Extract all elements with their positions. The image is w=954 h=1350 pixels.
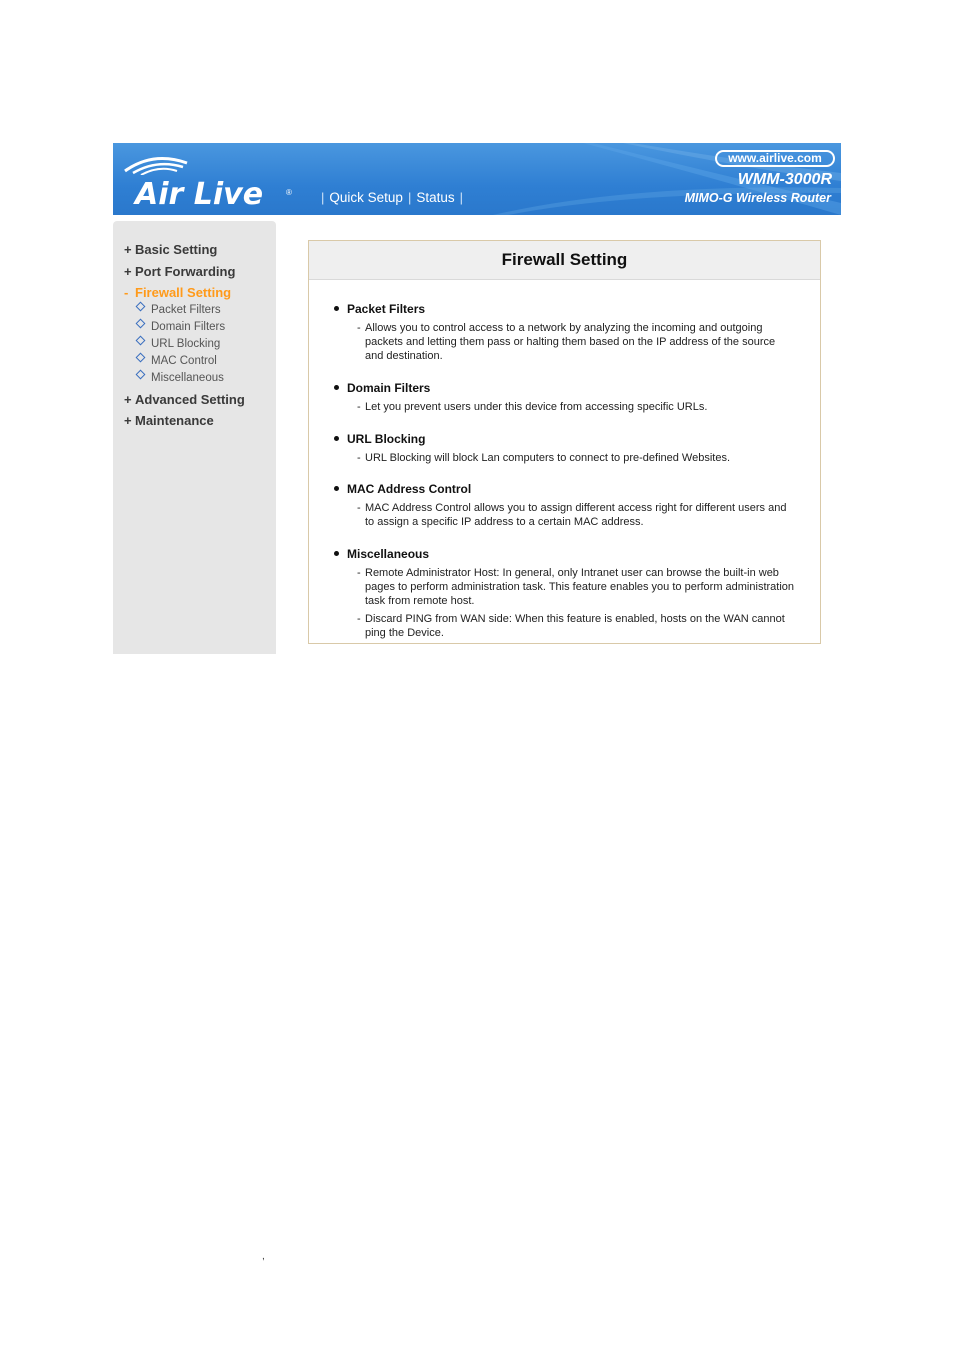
sidebar-menu [124,241,245,434]
bullet-icon [334,551,339,556]
expand-icon: + [124,413,132,428]
submenu-item-url-blocking[interactable] [136,336,245,353]
description-text: URL Blocking will block Lan computers to connect to pre-defined Websites. [365,452,731,464]
description-text: MAC Address Control allows you to assign different access right for different users and to assign a specific IP address to a certain MAC address. [365,502,787,528]
nav-separator: | [407,190,412,205]
dash-marker: - [357,452,361,464]
diamond-icon [136,335,146,345]
section-domain-filters [347,381,795,414]
section-description [357,400,795,414]
airlive-logo [119,153,294,212]
expand-icon: + [124,391,132,407]
model-name: WMM-3000R [737,171,832,188]
nav-separator: | [321,190,325,205]
sidebar-item-label: Advanced Setting [135,391,245,407]
submenu-item-mac-control[interactable] [136,353,245,370]
section-title [347,302,795,316]
sidebar-item-label: Maintenance [135,413,214,428]
site-url-badge[interactable]: www.airlive.com [715,150,835,167]
expand-icon: + [124,242,132,257]
dash-marker: - [357,502,361,514]
submenu-item-packet-filters[interactable] [136,302,245,319]
section-mac-address-control [347,482,795,529]
wifi-arc-icon [119,153,199,175]
stray-mark: , [262,1251,265,1262]
description-text: Let you prevent users under this device from accessing specific URLs. [365,401,708,413]
firewall-submenu [136,302,245,387]
submenu-item-label: Domain Filters [151,320,226,333]
sidebar-item-label: Basic Setting [135,242,218,257]
nav-status[interactable]: Status [416,190,455,205]
section-title [347,432,795,446]
submenu-item-domain-filters[interactable] [136,319,245,336]
section-title-text: Packet Filters [347,302,426,316]
nav-quick-setup[interactable]: Quick Setup [329,190,403,205]
top-nav [316,190,468,205]
section-miscellaneous [347,547,795,640]
section-title [347,482,795,496]
sidebar-item-port-forwarding[interactable] [124,263,245,285]
description-text: Allows you to control access to a network by analyzing the incoming and outgoing packets and letting them pass or halting them based on the IP address of the source and destination. [365,322,776,362]
section-description [357,321,795,363]
diamond-icon [136,352,146,362]
section-description [357,451,795,465]
bullet-icon [334,385,339,390]
description-text: Remote Administrator Host: In general, only Intranet user can browse the built-in web pages to perform administration task. This feature enables you to perform administration task from remote host. [365,567,795,607]
submenu-item-label: MAC Control [151,354,217,367]
description-text: Discard PING from WAN side: When this feature is enabled, hosts on the WAN cannot ping the Device. [365,613,785,639]
dash-marker: - [357,322,361,334]
bullet-icon [334,436,339,441]
section-packet-filters [347,302,795,363]
dash-marker: - [357,567,361,579]
logo-text: Air Live [135,177,264,212]
collapse-icon: - [124,285,129,300]
section-title-text: Domain Filters [347,381,431,395]
sidebar-item-advanced-setting[interactable] [124,391,245,413]
nav-separator: | [459,190,463,205]
header-banner [113,143,841,215]
sidebar [113,221,276,654]
section-description [357,501,795,529]
bullet-icon [334,306,339,311]
sidebar-item-label: Port Forwarding [135,263,236,279]
dash-marker: - [357,401,361,413]
submenu-item-label: Miscellaneous [151,371,224,384]
section-title-text: MAC Address Control [347,482,472,496]
sidebar-item-basic-setting[interactable] [124,241,245,263]
bullet-icon [334,486,339,491]
section-url-blocking [347,432,795,465]
submenu-item-miscellaneous[interactable] [136,370,245,387]
sidebar-item-maintenance[interactable] [124,412,245,434]
page-title: Firewall Setting [309,241,820,280]
diamond-icon [136,318,146,328]
dash-marker: - [357,613,361,625]
firewall-info-panel [308,240,821,644]
section-title-text: URL Blocking [347,432,426,446]
section-description [357,612,795,640]
sidebar-item-label: Firewall Setting [135,285,232,300]
section-title [347,547,795,561]
submenu-item-label: URL Blocking [151,337,221,350]
logo-registered-mark: ® [286,188,292,197]
section-description [357,566,795,608]
section-title [347,381,795,395]
expand-icon: + [124,263,132,279]
diamond-icon [136,369,146,379]
submenu-item-label: Packet Filters [151,303,221,316]
model-subtitle: MIMO-G Wireless Router [684,191,831,205]
diamond-icon [136,301,146,311]
section-title-text: Miscellaneous [347,547,430,561]
